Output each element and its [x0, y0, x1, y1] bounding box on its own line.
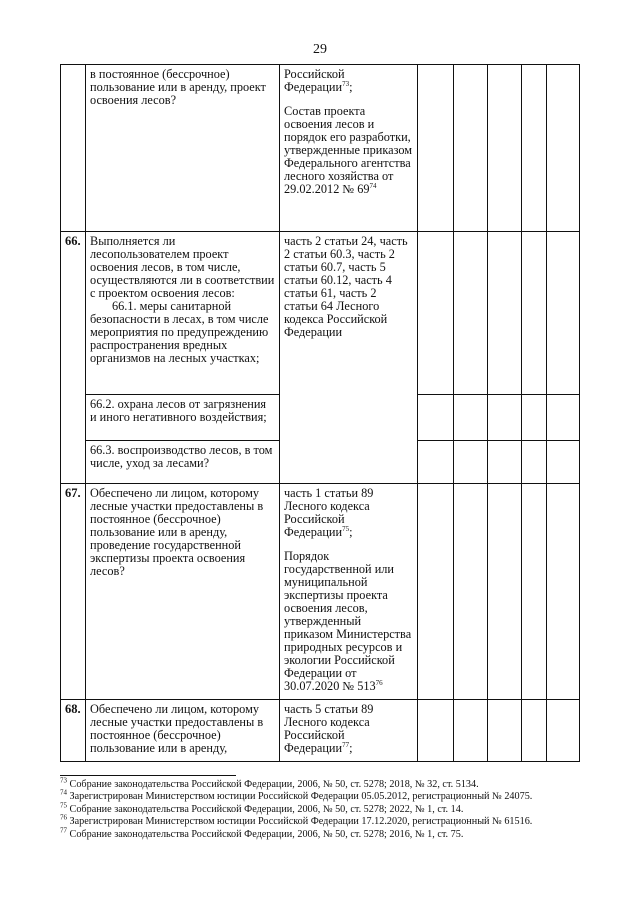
- answer-no-cell[interactable]: [454, 395, 488, 441]
- row-number: [61, 65, 86, 232]
- legal-basis: [280, 484, 418, 700]
- answer-cell[interactable]: [522, 441, 547, 484]
- note-cell[interactable]: [547, 484, 580, 700]
- footnote-74: $^{74}$ Зарегистрирован Министерством юстиции Российской Федерации 05.05.2012, регистрационный № 24075.: [60, 789, 533, 803]
- subquestion-66-3: 66.3. воспроизводство лесов, в том числе, уход за лесами?: [86, 441, 280, 484]
- answer-na-cell[interactable]: [488, 395, 522, 441]
- basis-item: часть 1 статьи 89 Лесного кодекса Российской Федерации$^{75}$;: [284, 486, 374, 539]
- note-cell[interactable]: [547, 700, 580, 762]
- basis-item: Российской Федерации$^{73}$;: [284, 67, 353, 94]
- note-cell[interactable]: [547, 395, 580, 441]
- note-cell[interactable]: [547, 65, 580, 232]
- answer-na-cell[interactable]: [488, 484, 522, 700]
- answer-no-cell[interactable]: [454, 65, 488, 232]
- legal-basis: [280, 65, 418, 232]
- note-cell[interactable]: [547, 232, 580, 395]
- answer-yes-cell[interactable]: [418, 65, 454, 232]
- answer-na-cell[interactable]: [488, 232, 522, 395]
- table-row-67: [61, 484, 580, 700]
- footnotes: [60, 776, 620, 841]
- legal-basis: часть 2 статьи 24, часть 2 статьи 60.3, часть 2 статьи 60.7, часть 5 статьи 60.12, часть 4 статьи 61, часть 2 статьи 64 Лесного кодекса Российской Федерации: [280, 232, 418, 484]
- basis-item: часть 5 статьи 89 Лесного кодекса Российской Федерации$^{77}$;: [284, 702, 374, 755]
- row-number: 67.: [61, 484, 86, 700]
- answer-cell[interactable]: [522, 395, 547, 441]
- footnote-75: $^{75}$ Собрание законодательства Российской Федерации, 2006, № 50, ст. 5278; 2022, № 1, ст. 14.: [60, 801, 464, 815]
- footnote-ref: 74: [369, 181, 377, 190]
- question-text: Обеспечено ли лицом, которому лесные участки предоставлены в постоянное (бессрочное) пользование или в аренду,: [86, 700, 280, 762]
- page-number: 29: [313, 42, 327, 57]
- checklist-table: [60, 64, 580, 762]
- footnote-divider: [60, 775, 236, 776]
- answer-yes-cell[interactable]: [418, 395, 454, 441]
- subquestion-66-2: 66.2. охрана лесов от загрязнения и иного негативного воздействия;: [86, 395, 280, 441]
- table-row-continuation: [61, 65, 580, 232]
- footnote-ref: 77: [342, 740, 350, 749]
- basis-item: Порядок государственной или муниципальной экспертизы проекта освоения лесов, утвержденный приказом Министерства природных ресурсов и экологии Российской Федерации от 30.07.2020 № $513^{76}$: [284, 549, 412, 693]
- answer-no-cell[interactable]: [454, 441, 488, 484]
- footnote-ref: 76: [375, 678, 383, 687]
- row-number: 66.: [61, 232, 86, 484]
- row-number: 68.: [61, 700, 86, 762]
- answer-na-cell[interactable]: [488, 65, 522, 232]
- answer-yes-cell[interactable]: [418, 232, 454, 395]
- table-row-66: [61, 232, 580, 395]
- footnote-73: $^{73}$ Собрание законодательства Российской Федерации, 2006, № 50, ст. 5278; 2018, № 32, ст. 5134.: [60, 776, 479, 790]
- legal-basis: [280, 700, 418, 762]
- footnote-76: $^{76}$ Зарегистрирован Министерством юстиции Российской Федерации 17.12.2020, регистрационный № 61516.: [60, 813, 533, 828]
- answer-cell[interactable]: [522, 232, 547, 395]
- answer-cell[interactable]: [522, 65, 547, 232]
- answer-na-cell[interactable]: [488, 700, 522, 762]
- answer-yes-cell[interactable]: [418, 700, 454, 762]
- answer-cell[interactable]: [522, 700, 547, 762]
- footnote-ref: 73: [342, 79, 350, 88]
- question-text: в постоянное (бессрочное) пользование или в аренду, проект освоения лесов?: [86, 65, 280, 232]
- answer-no-cell[interactable]: [454, 484, 488, 700]
- question-text: Обеспечено ли лицом, которому лесные участки предоставлены в постоянное (бессрочное) пользование или в аренду, проведение государственной экспертизы проекта освоения лесов?: [86, 484, 280, 700]
- answer-yes-cell[interactable]: [418, 441, 454, 484]
- answer-no-cell[interactable]: [454, 700, 488, 762]
- table-row-68: [61, 700, 580, 762]
- question-text: Выполняется ли лесопользователем проект освоения лесов, в том числе, осуществляются ли в соответствии с проектом освоения лесов: 66.1. меры санитарной безопасности в лесах, в том числе мероприятия по предупреждению распространения вредных организмов на лесных участках;: [86, 232, 280, 395]
- answer-na-cell[interactable]: [488, 441, 522, 484]
- answer-cell[interactable]: [522, 484, 547, 700]
- answer-yes-cell[interactable]: [418, 484, 454, 700]
- footnote-77: $^{77}$ Собрание законодательства Российской Федерации, 2006, № 50, ст. 5278; 2016, № 1, ст. 75.: [60, 826, 464, 840]
- answer-no-cell[interactable]: [454, 232, 488, 395]
- footnote-ref: 75: [342, 524, 350, 533]
- subquestion-66-1: 66.1. меры санитарной безопасности в лесах, в том числе мероприятия по предупреждению распространения вредных организмов на лесных участках;: [90, 299, 269, 365]
- basis-item: Состав проекта освоения лесов и порядок его разработки, утвержденные приказом Федерального агентства лесного хозяйства от 29.02.2012 № $69^{74}$: [284, 104, 413, 196]
- note-cell[interactable]: [547, 441, 580, 484]
